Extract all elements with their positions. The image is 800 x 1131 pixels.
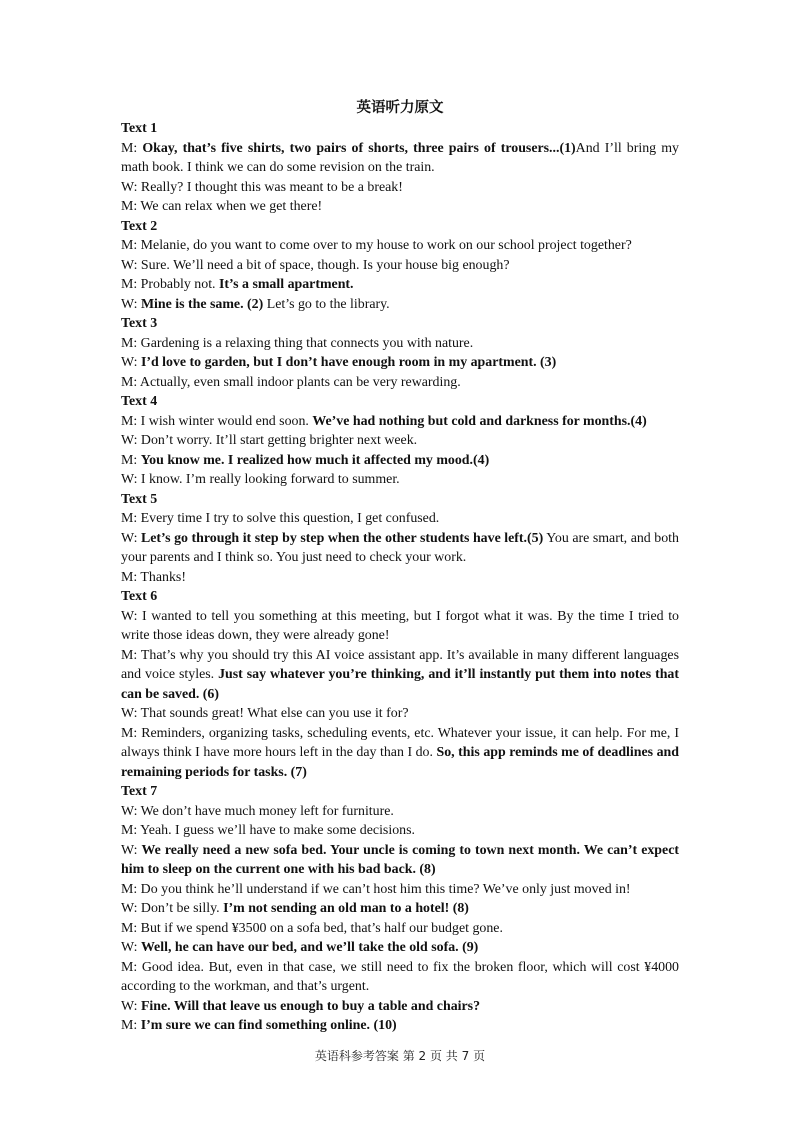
dialogue-line [121,139,679,178]
dialogue-line [121,178,679,198]
dialogue-text: M: Yeah. I guess we’ll have to make some decisions. [121,823,415,838]
dialogue-line [121,334,679,354]
dialogue-text: W: [121,842,142,858]
dialogue-line [121,704,679,724]
dialogue-line [121,724,679,783]
answer-highlight: I’m sure we can find something online. (10) [140,1018,397,1033]
dialogue-text: M: Every time I try to solve this question, I get confused. [121,511,440,526]
answer-highlight: It’s a small apartment. [219,277,354,292]
dialogue-line [121,451,679,471]
dialogue-text: M: [121,140,143,156]
dialogue-text: M: Reminders, organizing tasks, scheduling events, etc. Whatever your issue, it can help. For me, I always think I have more hours left in the day than I do. [121,725,679,760]
answer-highlight: So, this app reminds me of deadlines and remaining periods for tasks. (7) [121,745,679,780]
dialogue-line [121,197,679,217]
dialogue-line [121,275,679,295]
answer-highlight: Okay, that’s five shirts, two pairs of shorts, three pairs of trousers...(1) [142,140,576,156]
dialogue-text: W: [121,296,141,312]
dialogue-line [121,236,679,256]
answer-highlight: Well, he can have our bed, and we’ll take the old sofa. (9) [140,940,479,955]
dialogue-line [121,841,679,880]
dialogue-text: W: Don’t be silly. [121,901,224,916]
dialogue-text: M: Actually, even small indoor plants can be very rewarding. [121,374,461,390]
dialogue-line [121,431,679,451]
dialogue-text: M: I wish winter would end soon. [121,413,313,429]
answer-highlight: You know me. I realized how much it affected my mood.(4) [140,452,490,468]
dialogue-text: M: We can relax when we get there! [121,199,323,214]
page-title: 英语听力原文 [356,100,444,116]
dialogue-line [121,373,679,393]
section-heading: Text 7 [121,784,158,799]
dialogue-text: Let’s go to the library. [263,296,390,312]
dialogue-text: M: [121,1018,141,1033]
section-heading: Text 3 [121,316,158,331]
dialogue-line [121,256,679,276]
dialogue-line [121,470,679,490]
dialogue-text: M: Gardening is a relaxing thing that connects you with nature. [121,335,474,351]
answer-highlight: Just say whatever you’re thinking, and it’ll instantly put them into notes that can be saved. (6) [121,667,679,702]
transcript-body [121,119,679,1036]
answer-highlight: I’m not sending an old man to a hotel! (8) [223,901,469,916]
page-footer: 英语科参考答案 第 2 页 共 7 页 [314,1049,486,1063]
dialogue-line [121,919,679,939]
dialogue-line [121,802,679,822]
dialogue-text: M: But if we spend ¥3500 on a sofa bed, that’s half our budget gone. [121,920,503,936]
dialogue-text: W: I know. I’m really looking forward to summer. [121,472,400,487]
dialogue-line [121,295,679,315]
dialogue-text: M: [121,452,141,468]
dialogue-line [121,997,679,1017]
answer-highlight: Fine. Will that leave us enough to buy a table and chairs? [140,998,481,1014]
dialogue-text: M: Thanks! [121,569,186,585]
section-heading: Text 2 [121,218,158,234]
dialogue-line [121,821,679,841]
section-heading: Text 1 [121,121,158,136]
dialogue-text: W: That sounds great! What else can you use it for? [121,706,409,721]
dialogue-line [121,412,679,432]
section-heading: Text 4 [121,394,158,409]
dialogue-text: W: Sure. We’ll need a bit of space, though. Is your house big enough? [121,257,510,273]
dialogue-text: W: We don’t have much money left for furniture. [121,803,394,819]
dialogue-text: And I’ll bring my math book. I think we can do some revision on the train. [121,140,679,175]
dialogue-line [121,899,679,919]
dialogue-line [121,646,679,705]
dialogue-text: W: [121,940,141,955]
dialogue-line [121,938,679,958]
dialogue-line [121,1016,679,1036]
dialogue-text: You are smart, and both your parents and I think so. You just need to check your work. [121,530,679,565]
dialogue-line [121,568,679,588]
answer-highlight: We really need a new sofa bed. Your uncle is coming to town next month. We can’t expect him to sleep on the current one with his bad back. (8) [121,842,679,877]
section-heading: Text 5 [121,491,158,507]
dialogue-text: M: Good idea. But, even in that case, we still need to fix the broken floor, which will cost ¥4000 according to the workman, and that’s urgent. [121,959,679,994]
dialogue-text: W: Really? I thought this was meant to be a break! [121,179,403,195]
dialogue-text: W: I wanted to tell you something at this meeting, but I forgot what it was. By the time I tried to write those ideas down, they were already gone! [121,608,679,643]
dialogue-line [121,529,679,568]
answer-highlight: I’d love to garden, but I don’t have enough room in my apartment. (3) [140,355,557,370]
dialogue-text: W: [121,998,141,1014]
dialogue-text: M: That’s why you should try this AI voice assistant app. It’s available in many different languages and voice styles. [121,647,679,682]
answer-highlight: Mine is the same. (2) [140,296,264,312]
dialogue-text: W: Don’t worry. It’ll start getting brighter next week. [121,433,418,448]
dialogue-text: M: Probably not. [121,277,220,292]
dialogue-line [121,509,679,529]
dialogue-text: W: [121,355,141,370]
dialogue-line [121,880,679,900]
dialogue-text: W: [121,530,141,546]
dialogue-line [121,958,679,997]
dialogue-line [121,353,679,373]
answer-highlight: Let’s go through it step by step when the other students have left.(5) [141,530,544,546]
section-heading: Text 6 [121,589,158,604]
dialogue-text: M: Do you think he’ll understand if we can’t host him this time? We’ve only just moved in! [121,881,631,897]
dialogue-line [121,607,679,646]
answer-highlight: We’ve had nothing but cold and darkness for months.(4) [312,413,647,429]
dialogue-text: M: Melanie, do you want to come over to my house to work on our school project together? [121,238,632,253]
